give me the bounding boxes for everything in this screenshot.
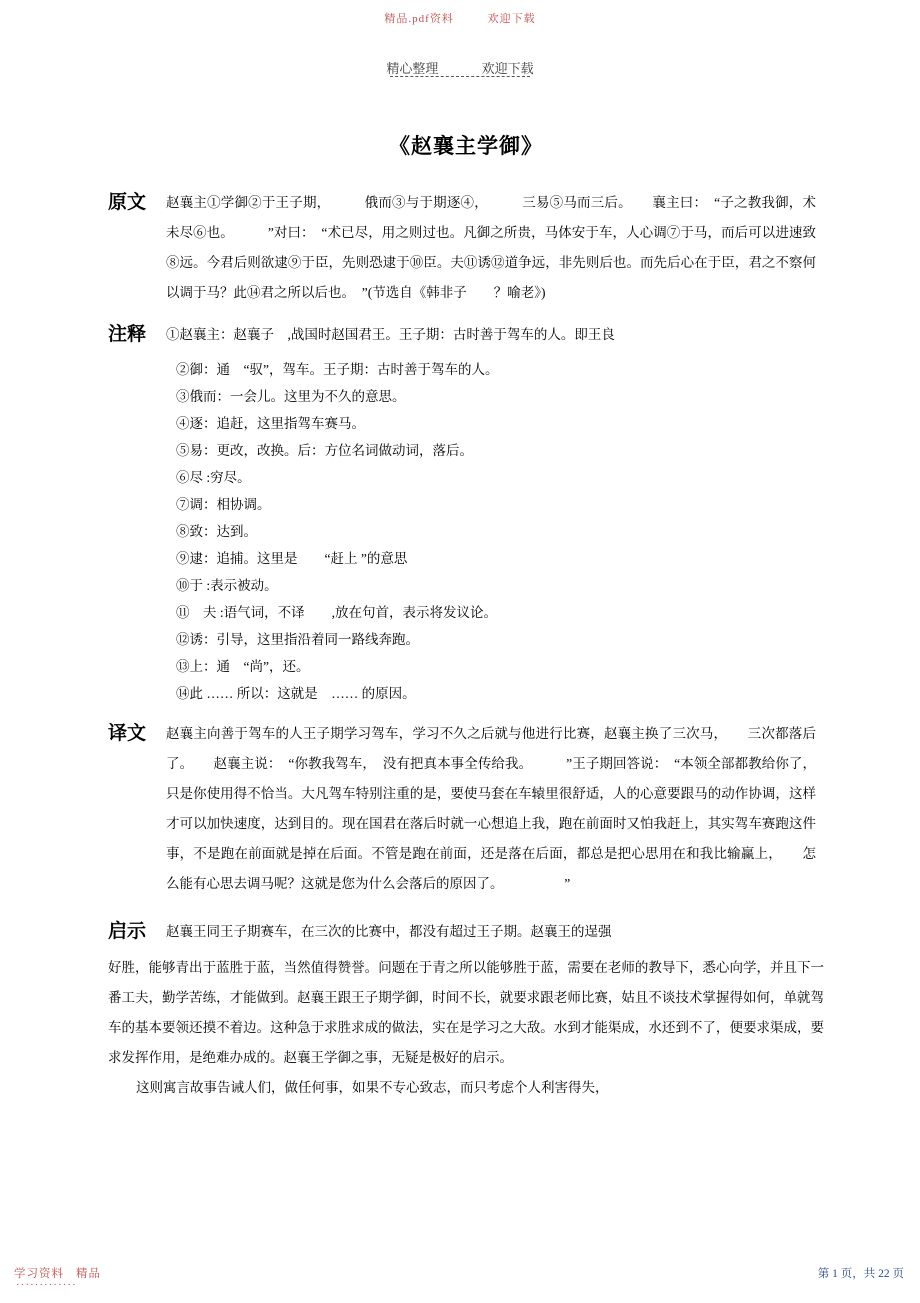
list-item: ⑫诱：引导，这里指沿着同一路线奔跑。 (176, 632, 419, 647)
section-label-enlightenment: 启示 (108, 921, 147, 942)
section-text-enlightenment-first: 赵襄王同王子期赛车，在三次的比赛中，都没有超过王子期。赵襄王的逞强 (166, 924, 612, 939)
list-item: ⑦调：相协调。 (176, 497, 271, 512)
list-item: ⑥尽 :穷尽。 (176, 470, 251, 485)
section-text-translation: 赵襄主向善于驾车的人王子期学习驾车，学习不久之后就与他进行比赛，赵襄主换了三次马， 三次都落后了。 赵襄主说： “你教我驾车， 没有把真本事全传给我。 ”王子期回答说： “本领全部都教给你了，只是你使用得不恰当。大凡驾车特别注重的是，要使马套在车辕里很舒适，人的心意要跟马的动作协调，这样才可以加快速度，达到目的。现在国君在落后时就一心想追上我，跑在前面时又怕我赶上，其实驾车赛跑这件事，不是跑在前面就是掉在后面。不管是跑在前面，还是落在后面，都总是把心思用在和我比输赢上， 怎么能有心思去调马呢？这就是您为什么会落后的原因了。 ” (166, 726, 816, 891)
top-watermark (0, 10, 920, 26)
note-item-first: ①赵襄主：赵襄子 ,战国时赵国君王。王子期：古时善于驾车的人。即王良 (166, 327, 615, 342)
section-notes (108, 320, 824, 350)
notes-list (108, 356, 824, 707)
list-item: ⑬上：通 “尚”，还。 (176, 659, 310, 674)
header-left-text: 精心整理 (386, 61, 439, 76)
document-content (108, 130, 824, 1103)
list-item: ⑪ 夫 :语气词，不译 ,放在句首，表示将发议论。 (176, 605, 498, 620)
section-text-original: 赵襄主①学御②于王子期， 俄而③与于期逐④， 三易⑤马而三后。 襄主曰： “子之教我御，术未尽⑥也。 ”对曰： “术已尽，用之则过也。凡御之所贵，马体安于车，人心调⑦于马，而后可以进速致⑧远。今君后则欲逮⑨于臣，先则恐逮于⑩臣。夫⑪诱⑫道争远，非先则后也。而先后心在于臣，君之不察何以调于马？此⑭君之所以后也。 ”(节选自《韩非子 ？喻老》) (166, 195, 816, 300)
page-number: 第 1 页，共 22 页 (817, 1268, 904, 1280)
footer-dots: ············· (16, 1279, 77, 1291)
footer-text-2: 精品 (76, 1268, 101, 1280)
page-title: 《赵襄主学御》 (389, 134, 543, 158)
section-original (108, 188, 824, 308)
section-enlightenment (108, 917, 824, 947)
watermark-top-right: 欢迎下载 (487, 13, 536, 25)
header-divider (390, 76, 530, 77)
list-item: ②御：通 “驭”，驾车。王子期：古时善于驾车的人。 (176, 362, 499, 377)
enlightenment-last-paragraph: 这则寓言故事告诫人们，做任何事，如果不专心致志，而只考虑个人利害得失， (136, 1080, 609, 1095)
section-translation (108, 719, 824, 899)
list-item: ⑭此 …… 所以：这就是 …… 的原因。 (176, 686, 416, 701)
list-item: ④逐：追赶，这里指驾车赛马。 (176, 416, 365, 431)
list-item: ⑨逮：追捕。这里是 “赶上 ”的意思 (176, 551, 408, 566)
section-label-translation: 译文 (108, 723, 147, 744)
list-item: ⑧致：达到。 (176, 524, 257, 539)
list-item: ③俄而：一会儿。这里为不久的意思。 (176, 389, 406, 404)
enlightenment-paragraph: 好胜，能够青出于蓝胜于蓝，当然值得赞誉。问题在于青之所以能够胜于蓝，需要在老师的教导下，悉心向学，并且下一番工夫，勤学苦练，才能做到。赵襄王跟王子期学御，时间不长，就要求跟老师比赛，姑且不谈技术掌握得如何，单就驾车的基本要领还摸不着边。这种急于求胜求成的做法，实在是学习之大敌。水到才能渠成，水还到不了，便要求渠成，要求发挥作用，是绝难办成的。赵襄王学御之事，无疑是极好的启示。 (108, 960, 824, 1065)
list-item: ⑩于 :表示被动。 (176, 578, 278, 593)
section-label-notes: 注释 (108, 324, 147, 345)
watermark-top-left: 精品.pdf资料 (384, 13, 454, 25)
page-header (0, 58, 920, 77)
section-label-original: 原文 (108, 192, 147, 213)
header-right-text: 欢迎下载 (481, 61, 534, 76)
list-item: ⑤易：更改，改换。后：方位名词做动词，落后。 (176, 443, 473, 458)
footer-text-1: 学习资料 (14, 1268, 64, 1280)
